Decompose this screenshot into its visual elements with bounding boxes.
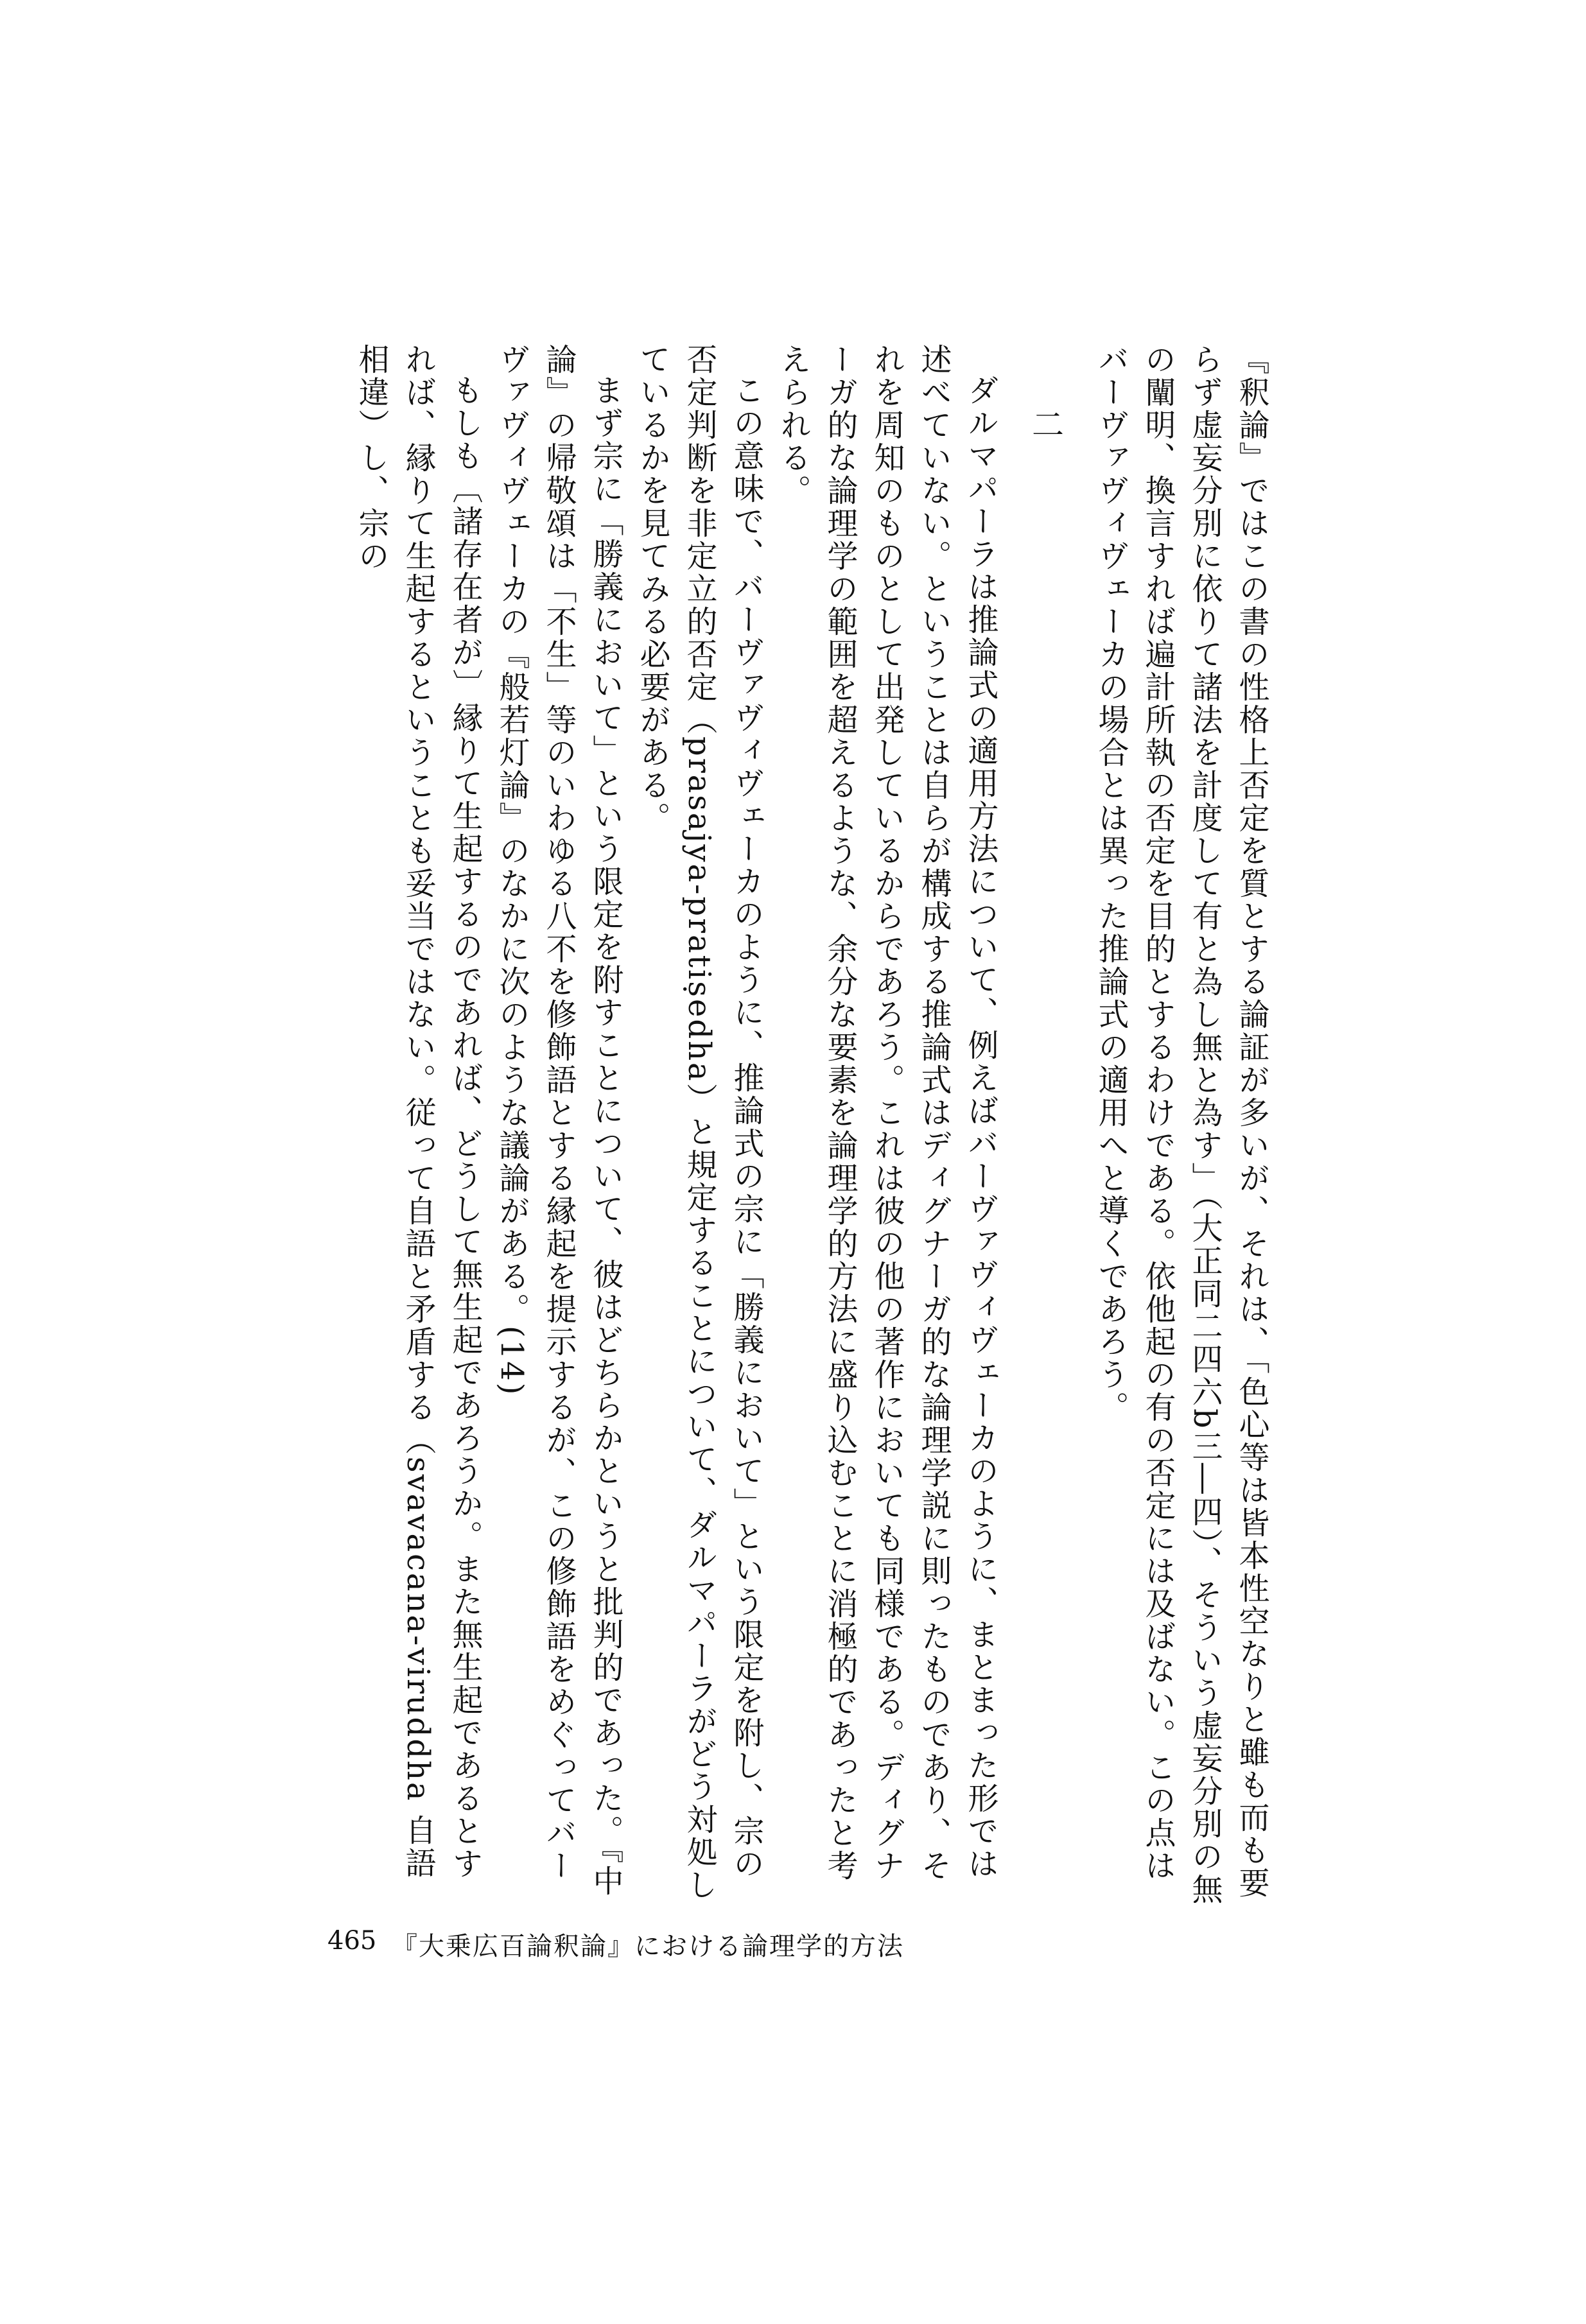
section-number: 二: [1027, 408, 1064, 444]
vertical-text-body: [273, 343, 1275, 1910]
paragraph: まず宗に「勝義において」という限定を附すことについて、彼はどちらかというと批判的であった。『中論』の帰敬頌は「不生」等のいわゆる八不を修飾語とする縁起を提示するが、この修飾語をめぐってバーヴァヴィヴェーカの『般若灯論』のなかに次のような議論がある。(14): [494, 343, 623, 1898]
page-number: 465: [327, 1926, 377, 1955]
running-title: 『大乗広百論釈論』における論理学的方法: [392, 1932, 904, 1961]
paragraph: この意味で、バーヴァヴィヴェーカのように、推論式の宗に「勝義において」という限定を附し、宗の否定判断を非定立的否定（prasajya-pratiṣedha）と規定することについて、ダルマパーラがどう対処しているかを見てみる必要がある。: [634, 343, 764, 1902]
paragraph: もしも〔諸存在者が〕縁りて生起するのであれば、どうして無生起であろうか。また無生起であるとすれば、縁りて生起するということも妥当ではない。従って自語と矛盾する（svavacana-viruddha 自語相違）し、宗の: [353, 343, 483, 1880]
paragraph-continuation: 『釈論』ではこの書の性格上否定を質とする論証が多いが、それは、「色心等は皆本性空なりと雖も而も要らず虚妄分別に依りて諸法を計度して有と為し無と為す」（大正同二四六b三―四）、そういう虚妄分別の無の闡明、換言すれば遍計所執の否定を目的とするわけである。依他起の有の否定には及ばない。この点はバーヴァヴィヴェーカの場合とは異った推論式の適用へと導くであろう。: [1093, 343, 1269, 1906]
paragraph: ダルマパーラは推論式の適用方法について、例えばバーヴァヴィヴェーカのように、まとまった形では述べていない。ということは自らが構成する推論式はディグナーガ的な論理学説に則ったものであり、それを周知のものとして出発しているからであろう。これは彼の他の著作においても同様である。ディグナーガ的な論理学の範囲を超えるような、余分な要素を論理学的方法に盛り込むことに消極的であったと考えられる。: [775, 343, 998, 1882]
